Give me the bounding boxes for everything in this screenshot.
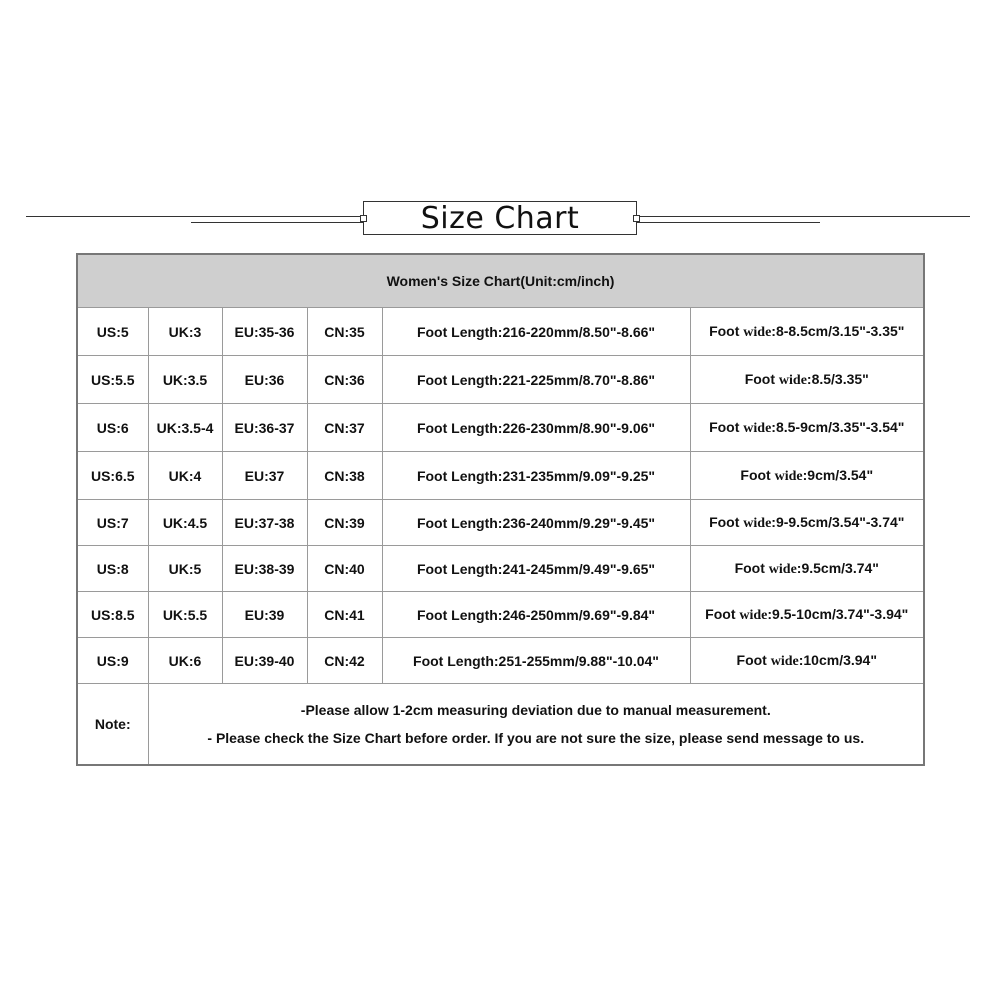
table-row — [77, 404, 924, 452]
foot-wide-word: wide — [768, 561, 797, 577]
foot-wide-word: wide — [770, 653, 799, 669]
title-box — [363, 201, 637, 235]
cell-uk: UK:3 — [148, 308, 222, 356]
cell-cn: CN:40 — [307, 546, 382, 592]
foot-wide-word: wide — [774, 468, 803, 484]
cell-cn: CN:37 — [307, 404, 382, 452]
cell-foot-wide — [690, 356, 924, 404]
cell-cn: CN:41 — [307, 592, 382, 638]
cell-uk: UK:5 — [148, 546, 222, 592]
foot-wide-word: wide — [743, 420, 772, 436]
foot-wide-word: wide — [739, 607, 768, 623]
note-label: Note: — [77, 684, 148, 766]
cell-eu: EU:39 — [222, 592, 307, 638]
cell-eu: EU:37-38 — [222, 500, 307, 546]
cell-eu: EU:39-40 — [222, 638, 307, 684]
table-row — [77, 500, 924, 546]
foot-wide-label: Foot — [740, 466, 775, 483]
cell-eu: EU:36 — [222, 356, 307, 404]
foot-wide-value: :8.5-9cm/3.35"-3.54" — [771, 418, 905, 435]
note-content — [148, 684, 924, 766]
cell-us: US:6 — [77, 404, 148, 452]
table-header-row — [77, 254, 924, 308]
foot-wide-value: :9-9.5cm/3.54"-3.74" — [771, 513, 905, 530]
cell-us: US:8 — [77, 546, 148, 592]
page-title: Size Chart — [420, 200, 580, 236]
foot-wide-value: :10cm/3.94" — [798, 651, 877, 668]
table-row — [77, 592, 924, 638]
cell-cn: CN:38 — [307, 452, 382, 500]
cell-foot-length: Foot Length:241-245mm/9.49"-9.65" — [382, 546, 690, 592]
cell-foot-wide — [690, 404, 924, 452]
note-line-2: - Please check the Size Chart before order. If you are not sure the size, please send message to us. — [207, 730, 865, 746]
cell-us: US:8.5 — [77, 592, 148, 638]
cell-uk: UK:3.5-4 — [148, 404, 222, 452]
cell-foot-length: Foot Length:236-240mm/9.29"-9.45" — [382, 500, 690, 546]
cell-foot-wide — [690, 500, 924, 546]
cell-foot-length: Foot Length:221-225mm/8.70"-8.86" — [382, 356, 690, 404]
note-row — [77, 684, 924, 766]
cell-us: US:5.5 — [77, 356, 148, 404]
cell-foot-wide — [690, 546, 924, 592]
cell-eu: EU:36-37 — [222, 404, 307, 452]
cell-foot-wide — [690, 308, 924, 356]
cell-foot-length: Foot Length:216-220mm/8.50"-8.66" — [382, 308, 690, 356]
foot-wide-label: Foot — [705, 605, 740, 622]
cell-us: US:7 — [77, 500, 148, 546]
size-chart-table — [76, 253, 925, 766]
table-row — [77, 452, 924, 500]
cell-uk: UK:4 — [148, 452, 222, 500]
cell-us: US:9 — [77, 638, 148, 684]
cell-foot-wide — [690, 638, 924, 684]
title-rule-left-short — [191, 222, 363, 223]
cell-foot-length: Foot Length:226-230mm/8.90"-9.06" — [382, 404, 690, 452]
foot-wide-value: :9.5-10cm/3.74"-3.94" — [767, 605, 909, 622]
cell-foot-length: Foot Length:251-255mm/9.88"-10.04" — [382, 638, 690, 684]
cell-cn: CN:42 — [307, 638, 382, 684]
foot-wide-label: Foot — [734, 559, 769, 576]
table-header: Women's Size Chart(Unit:cm/inch) — [77, 254, 924, 308]
foot-wide-word: wide — [778, 372, 807, 388]
cell-uk: UK:3.5 — [148, 356, 222, 404]
title-rule-right-short — [637, 222, 820, 223]
cell-uk: UK:4.5 — [148, 500, 222, 546]
foot-wide-label: Foot — [736, 651, 771, 668]
foot-wide-value: :8-8.5cm/3.15"-3.35" — [771, 322, 905, 339]
table-row — [77, 356, 924, 404]
cell-cn: CN:36 — [307, 356, 382, 404]
foot-wide-value: :9cm/3.54" — [802, 466, 874, 483]
cell-eu: EU:37 — [222, 452, 307, 500]
table-row — [77, 638, 924, 684]
note-line-1: -Please allow 1-2cm measuring deviation due to manual measurement. — [300, 702, 771, 718]
foot-wide-value: :9.5cm/3.74" — [796, 559, 879, 576]
cell-uk: UK:5.5 — [148, 592, 222, 638]
foot-wide-value: :8.5/3.35" — [806, 370, 869, 387]
table-row — [77, 546, 924, 592]
cell-uk: UK:6 — [148, 638, 222, 684]
cell-us: US:5 — [77, 308, 148, 356]
table-row — [77, 308, 924, 356]
foot-wide-label: Foot — [709, 513, 744, 530]
cell-eu: EU:38-39 — [222, 546, 307, 592]
cell-cn: CN:39 — [307, 500, 382, 546]
title-rule-right-long — [637, 216, 970, 217]
foot-wide-label: Foot — [744, 370, 779, 387]
title-rule-left-long — [26, 216, 363, 217]
foot-wide-label: Foot — [709, 418, 744, 435]
cell-foot-length: Foot Length:246-250mm/9.69"-9.84" — [382, 592, 690, 638]
cell-foot-wide — [690, 452, 924, 500]
cell-us: US:6.5 — [77, 452, 148, 500]
cell-foot-length: Foot Length:231-235mm/9.09"-9.25" — [382, 452, 690, 500]
foot-wide-word: wide — [743, 515, 772, 531]
foot-wide-label: Foot — [709, 322, 744, 339]
cell-eu: EU:35-36 — [222, 308, 307, 356]
foot-wide-word: wide — [743, 324, 772, 340]
cell-foot-wide — [690, 592, 924, 638]
cell-cn: CN:35 — [307, 308, 382, 356]
